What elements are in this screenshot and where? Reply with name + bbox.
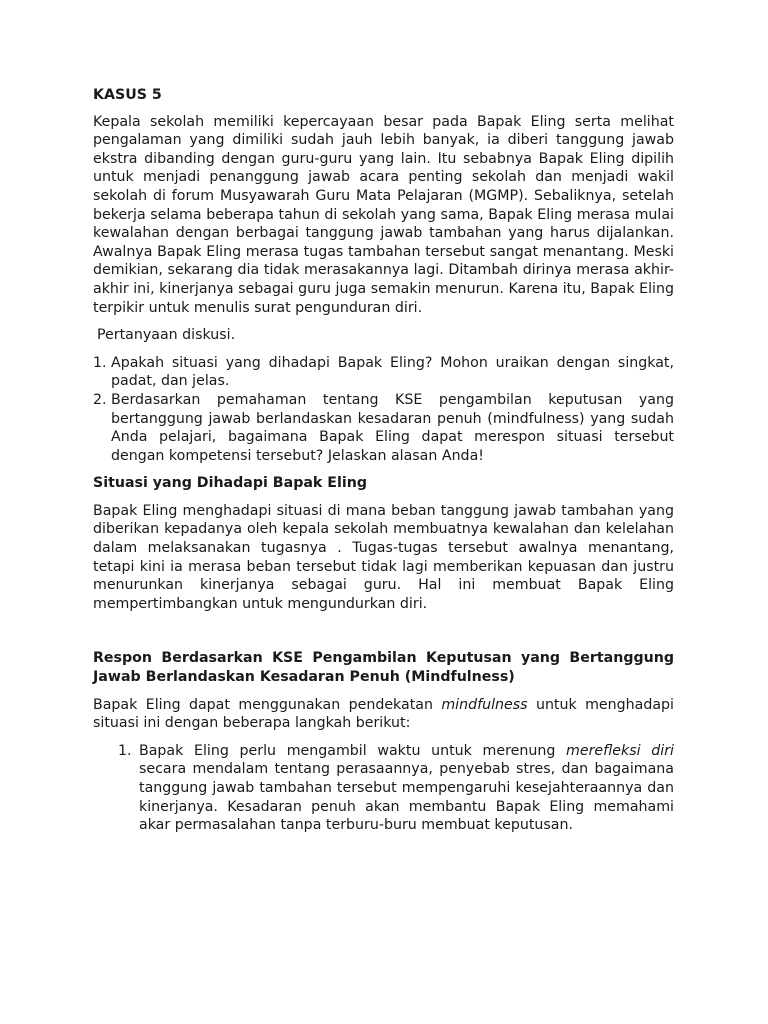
document-title: KASUS 5 xyxy=(93,87,162,103)
response-steps-list xyxy=(93,742,674,835)
step-text-after: secara mendalam tentang perasaannya, penyebab stres, dan bagaimana tanggung jawab tambahan tersebut mempengaruhi kesejahteraannya dan kinerjanya. Kesadaran penuh akan membantu Bapak Eling memahami akar permasalahan tanpa terburu-buru membuat keputusan. xyxy=(139,761,674,834)
question-item xyxy=(93,354,674,391)
question-text: Apakah situasi yang dihadapi Bapak Eling? Mohon uraikan dengan singkat, padat, dan jelas. xyxy=(111,354,674,390)
question-text: Berdasarkan pemahaman tentang KSE pengambilan keputusan yang bertanggung jawab berlandaskan kesadaran penuh (mindfulness) yang sudah Anda pelajari, bagaimana Bapak Eling dapat merespon situasi tersebut dengan kompetensi tersebut? Jelaskan alasan Anda! xyxy=(111,391,674,464)
response-step-item xyxy=(93,742,674,835)
response-intro-before: Bapak Eling dapat menggunakan pendekatan xyxy=(93,696,433,713)
section-heading-response: Respon Berdasarkan KSE Pengambilan Keputusan yang Bertanggung Jawab Berlandaskan Kesadaran Penuh (Mindfulness) xyxy=(93,650,674,686)
document-page xyxy=(93,86,674,835)
situation-paragraph: Bapak Eling menghadapi situasi di mana beban tanggung jawab tambahan yang diberikan kepadanya oleh kepala sekolah membuatnya kewalahan dan kelelahan dalam melaksanakan tugasnya . Tugas-tugas tersebut awalnya menantang, tetapi kini ia merasa beban tersebut tidak lagi memberikan kepuasan dan justru menurunkan kinerjanya sebagai guru. Hal ini membuat Bapak Eling mempertimbangkan untuk mengundurkan diri. xyxy=(93,502,674,612)
step-text-before: Bapak Eling perlu mengambil waktu untuk merenung xyxy=(139,742,556,759)
response-intro-after: untuk menghadapi situasi ini dengan beberapa langkah berikut: xyxy=(93,696,674,732)
case-description: Kepala sekolah memiliki kepercayaan besar pada Bapak Eling serta melihat pengalaman yang dimiliki sudah jauh lebih banyak, ia diberi tanggung jawab ekstra dibanding dengan guru-guru yang lain. Itu sebabnya Bapak Eling dipilih untuk menjadi penanggung jawab acara penting sekolah dan menjadi wakil sekolah di forum Musyawarah Guru Mata Pelajaran (MGMP). Sebaliknya, setelah bekerja selama beberapa tahun di sekolah yang sama, Bapak Eling merasa mulai kewalahan dengan berbagai tanggung jawab tambahan yang harus dijalankan. Awalnya Bapak Eling merasa tugas tambahan tersebut sangat menantang. Meski demikian, sekarang dia tidak merasakannya lagi. Ditambah dirinya merasa akhir-akhir ini, kinerjanya sebagai guru juga semakin menurun. Karena itu, Bapak Eling terpikir untuk menulis surat pengunduran diri. xyxy=(93,113,674,316)
response-intro-italic: mindfulness xyxy=(441,696,528,713)
questions-label: Pertanyaan diskusi. xyxy=(97,327,236,344)
question-item xyxy=(93,391,674,465)
step-number: 1. xyxy=(118,742,132,759)
section-heading-situation: Situasi yang Dihadapi Bapak Eling xyxy=(93,475,367,492)
questions-list xyxy=(93,354,674,466)
question-number: 2. xyxy=(93,391,107,408)
question-number: 1. xyxy=(93,354,107,371)
step-text-italic: merefleksi diri xyxy=(566,742,674,759)
response-intro-paragraph xyxy=(93,696,674,733)
